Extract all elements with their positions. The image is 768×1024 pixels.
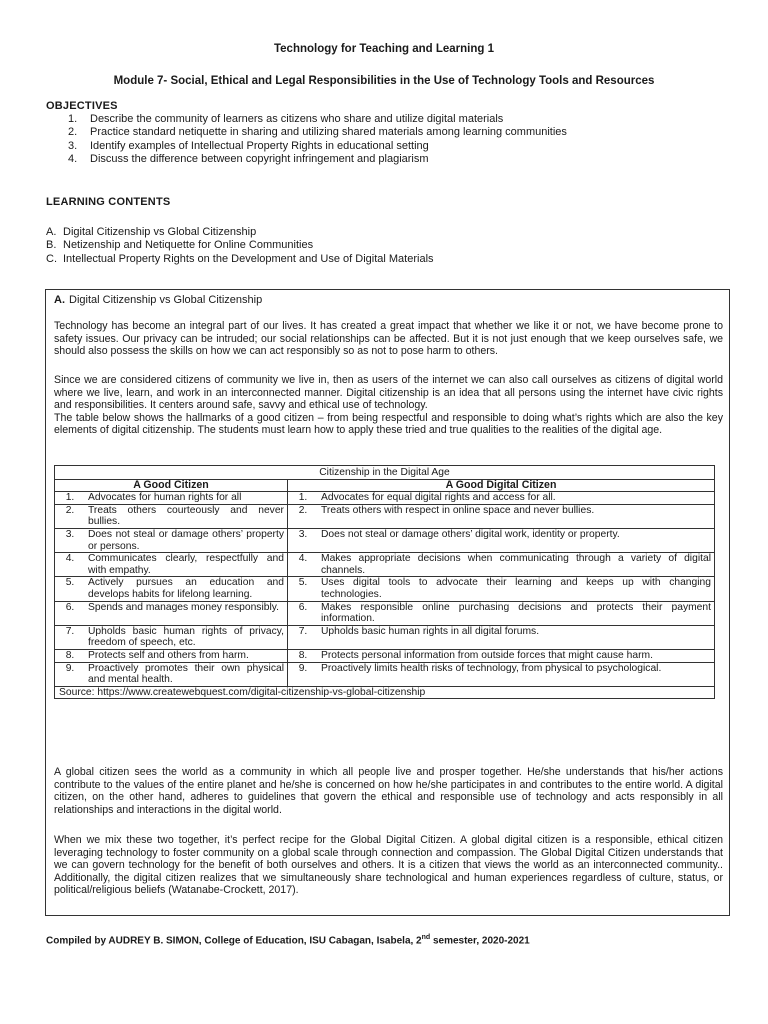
objectives-list: [68, 113, 567, 166]
list-item: 1. Describe the community of learners as citizens who share and utilize digital materials: [68, 113, 504, 125]
citizenship-table: [54, 465, 715, 699]
table-source: Source: https://www.createwebquest.com/digital-citizenship-vs-global-citizenship: [55, 686, 715, 699]
section-a-box: [45, 289, 730, 916]
list-item: B. Netizenship and Netiquette for Online Communities: [46, 239, 314, 252]
table-row: 4. Communicates clearly, respectfully and with empathy. 4. Makes appropriate decisions when communicating through a variety of digital channels.: [55, 553, 715, 577]
column-header: A Good Citizen: [55, 479, 288, 492]
paragraph: A global citizen sees the world as a community in which all people live and prosper together. He/she understands that his/her actions contribute to the values of the entire planet and he/she is concerned on how he/she participates in and contributes to the entire world. A digital citizen, on the other hand, adheres to guidelines that govern the ethical and responsible use of technology and acts responsibly in all relationships and interactions in the digital world.: [54, 766, 723, 816]
course-title: Technology for Teaching and Learning 1: [273, 43, 494, 55]
table-row: 7. Upholds basic human rights of privacy, freedom of speech, etc. 7. Upholds basic human rights in all digital forums.: [55, 625, 715, 649]
list-item: A. Digital Citizenship vs Global Citizenship: [46, 226, 257, 238]
paragraph: Technology has become an integral part of our lives. It has created a great impact that whether we like it or not, we have become prone to safety issues. Our privacy can be intruded; our social relationships can be affected. But it is not just enough that we keep ourselves safe, we should also possess the skills on how we can act responsibly so as not to pose harm to others.: [54, 320, 723, 357]
table-row: 6. Spends and manages money responsibly. 6. Makes responsible online purchasing decisions and protects their payment information.: [55, 601, 715, 625]
column-header: A Good Digital Citizen: [288, 479, 715, 492]
table-row: 5. Actively pursues an education and develops habits for lifelong learning. 5. Uses digital tools to advocate their learning and keeps up with changing technologies.: [55, 577, 715, 601]
objectives-heading: OBJECTIVES: [46, 100, 118, 112]
table-row: 2. Treats others courteously and never bullies. 2. Treats others with respect in online space and never bullies.: [55, 504, 715, 528]
list-item: 4. Discuss the difference between copyright infringement and plagiarism: [68, 152, 429, 165]
table-row: 9. Proactively promotes their own physical and mental health. 9. Proactively limits health risks of technology, from physical to psychological.: [55, 662, 715, 686]
table-caption: Citizenship in the Digital Age: [55, 466, 715, 480]
paragraph: Since we are considered citizens of community we live in, then as users of the internet we can also call ourselves as citizens of digital world where we live, learn, and work in an interconnected manner. Digital citizenship is an idea that all persons using the internet have civic rights and responsibilities. It centers around safe, savvy and ethical use of technology. The table below shows the hallmarks of a good citizen – from being respectful and responsible to doing what’s rights which are also the key elements of digital citizenship. The students must learn how to apply these tried and true qualities to the realities of the digital age.: [54, 374, 723, 436]
list-item: C. Intellectual Property Rights on the Development and Use of Digital Materials: [46, 252, 434, 265]
learning-contents-list: [46, 226, 434, 266]
section-a-heading: A. Digital Citizenship vs Global Citizenship: [54, 294, 263, 306]
learning-contents-heading: LEARNING CONTENTS: [46, 196, 171, 208]
footer-credit: Compiled by AUDREY B. SIMON, College of Education, ISU Cabagan, Isabela, 2nd semester, 2020-2021: [46, 934, 530, 947]
list-item: 3. Identify examples of Intellectual Property Rights in educational setting: [68, 139, 429, 152]
list-item: 2. Practice standard netiquette in sharing and utilizing shared materials among learning communities: [68, 126, 567, 139]
table-row: 1. Advocates for human rights for all 1. Advocates for equal digital rights and access for all.: [55, 492, 715, 505]
table-row: 3. Does not steal or damage others’ property or persons. 3. Does not steal or damage others’ digital work, identity or property.: [55, 528, 715, 552]
module-title: Module 7- Social, Ethical and Legal Responsibilities in the Use of Technology Tools and Resources: [113, 75, 655, 87]
table-row: 8. Protects self and others from harm. 8. Protects personal information from outside forces that might cause harm.: [55, 649, 715, 662]
paragraph: When we mix these two together, it’s perfect recipe for the Global Digital Citizen. A global digital citizen is a responsible, ethical citizen leveraging technology to foster community on a global scale through connection and compassion. The Global Digital Citizen understands that we can govern technology for the benefit of both ourselves and others. It is a citizen that views the world as an interconnected community.. Additionally, the digital citizen realizes that we simultaneously share technological and human experiences regardless of culture, status, or political/religious beliefs (Watanabe-Crockett, 2017).: [54, 834, 723, 896]
